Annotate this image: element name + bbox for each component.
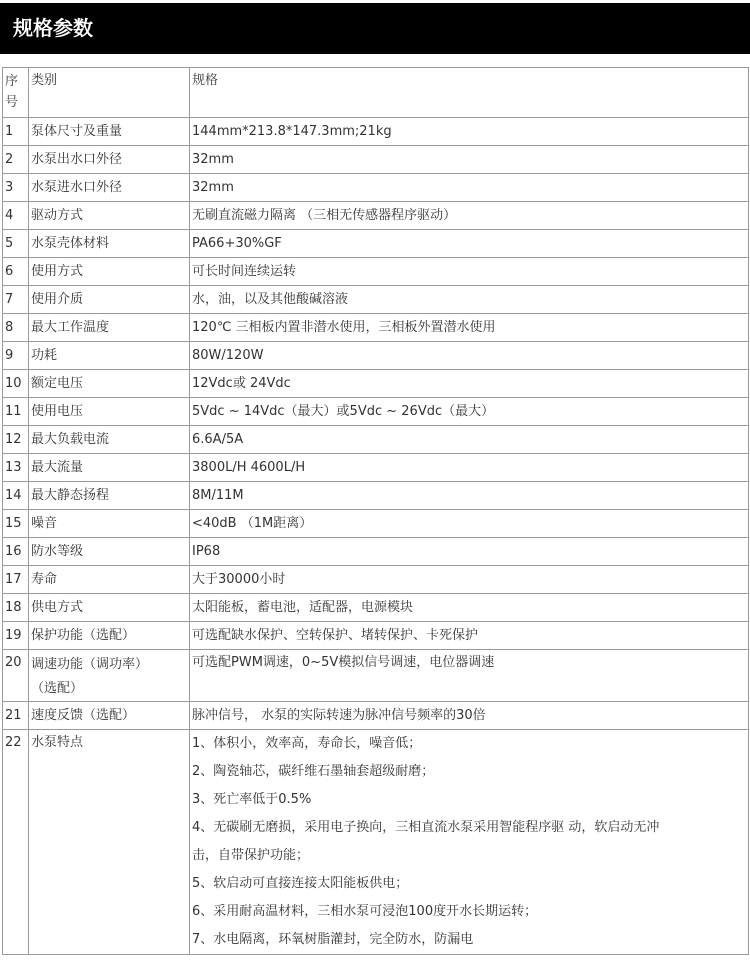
table-row [3, 146, 749, 174]
feature-line: 6、采用耐高温材料，三相水泵可浸泡100度开水长期运转； [192, 904, 538, 919]
header-category: 类别 [29, 68, 190, 118]
row-spec: 太阳能板，蓄电池，适配器，电源模块 [190, 594, 749, 622]
table-row [3, 730, 749, 955]
row-category: 噪音 [29, 510, 190, 538]
feature-line: 5、软启动可直接连接太阳能板供电； [192, 876, 409, 891]
row-category: 功耗 [29, 342, 190, 370]
row-category: 使用电压 [29, 398, 190, 426]
row-index: 16 [3, 538, 29, 566]
row-index: 13 [3, 454, 29, 482]
row-index: 9 [3, 342, 29, 370]
spec-table [2, 67, 749, 955]
row-category [29, 650, 190, 702]
row-index: 1 [3, 118, 29, 146]
row-category: 供电方式 [29, 594, 190, 622]
row-index: 19 [3, 622, 29, 650]
feature-line: 击，自带保护功能； [192, 848, 310, 863]
row-index: 8 [3, 314, 29, 342]
row-index: 12 [3, 426, 29, 454]
table-row [3, 314, 749, 342]
row-index: 15 [3, 510, 29, 538]
row-spec: IP68 [190, 538, 749, 566]
row-index: 10 [3, 370, 29, 398]
row-spec: 可选配PWM调速，0~5V模拟信号调速，电位器调速 [190, 650, 749, 702]
table-row [3, 510, 749, 538]
table-row [3, 538, 749, 566]
row-category: 最大静态扬程 [29, 482, 190, 510]
header-index-text: 序号 [5, 74, 19, 110]
table-row [3, 342, 749, 370]
row-index: 18 [3, 594, 29, 622]
row-category: 水泵特点 [29, 730, 190, 955]
feature-line: 1、体积小，效率高，寿命长，噪音低； [192, 736, 422, 751]
row-spec: 3800L/H 4600L/H [190, 454, 749, 482]
row-spec: 120℃ 三相板内置非潜水使用，三相板外置潜水使用 [190, 314, 749, 342]
row-category: 泵体尺寸及重量 [29, 118, 190, 146]
row-category: 防水等级 [29, 538, 190, 566]
feature-line: 7、水电隔离，环氧树脂灌封，完全防水，防漏电 [192, 932, 474, 947]
row-category: 水泵出水口外径 [29, 146, 190, 174]
header-index [3, 68, 29, 118]
table-row [3, 702, 749, 730]
row-category: 驱动方式 [29, 202, 190, 230]
row-category: 水泵进水口外径 [29, 174, 190, 202]
row-category: 使用介质 [29, 286, 190, 314]
table-row [3, 258, 749, 286]
row-category: 寿命 [29, 566, 190, 594]
row-spec: 可长时间连续运转 [190, 258, 749, 286]
table-row [3, 230, 749, 258]
row-index: 6 [3, 258, 29, 286]
row-category-line: （选配） [31, 681, 84, 696]
table-header-row [3, 68, 749, 118]
row-spec: <40dB （1M距离） [190, 510, 749, 538]
row-spec: 32mm [190, 146, 749, 174]
table-row [3, 594, 749, 622]
table-row [3, 650, 749, 702]
row-category: 速度反馈（选配） [29, 702, 190, 730]
feature-line: 2、陶瓷轴芯，碳纤维石墨轴套超级耐磨； [192, 764, 435, 779]
row-spec: 12Vdc或 24Vdc [190, 370, 749, 398]
row-category: 使用方式 [29, 258, 190, 286]
row-spec: 32mm [190, 174, 749, 202]
table-row [3, 454, 749, 482]
row-spec: 水，油，以及其他酸碱溶液 [190, 286, 749, 314]
table-row [3, 482, 749, 510]
row-index: 22 [3, 730, 29, 955]
row-category: 水泵壳体材料 [29, 230, 190, 258]
row-spec [190, 730, 749, 955]
row-spec: 5Vdc ~ 14Vdc（最大）或5Vdc ~ 26Vdc（最大） [190, 398, 749, 426]
header-spec: 规格 [190, 68, 749, 118]
table-row [3, 426, 749, 454]
row-spec: 80W/120W [190, 342, 749, 370]
row-spec: 144mm*213.8*147.3mm;21kg [190, 118, 749, 146]
row-spec: 可选配缺水保护、空转保护、堵转保护、卡死保护 [190, 622, 749, 650]
feature-line: 3、死亡率低于0.5% [192, 792, 312, 807]
table-row [3, 202, 749, 230]
row-category-line: 调速功能（调功率） [31, 657, 149, 672]
table-row [3, 622, 749, 650]
row-spec: 8M/11M [190, 482, 749, 510]
row-index: 2 [3, 146, 29, 174]
row-category: 额定电压 [29, 370, 190, 398]
row-category: 保护功能（选配） [29, 622, 190, 650]
table-row [3, 566, 749, 594]
row-index: 17 [3, 566, 29, 594]
row-spec: 6.6A/5A [190, 426, 749, 454]
feature-line: 4、无碳刷无磨损，采用电子换向，三相直流水泵采用智能程序驱 动，软启动无冲 [192, 820, 660, 835]
row-index: 21 [3, 702, 29, 730]
row-spec: PA66+30%GF [190, 230, 749, 258]
table-row [3, 118, 749, 146]
row-category: 最大工作温度 [29, 314, 190, 342]
row-category: 最大负载电流 [29, 426, 190, 454]
table-row [3, 174, 749, 202]
row-spec: 大于30000小时 [190, 566, 749, 594]
table-row [3, 286, 749, 314]
row-index: 5 [3, 230, 29, 258]
row-spec: 无刷直流磁力隔离 （三相无传感器程序驱动） [190, 202, 749, 230]
row-index: 3 [3, 174, 29, 202]
row-index: 4 [3, 202, 29, 230]
row-index: 11 [3, 398, 29, 426]
table-row [3, 398, 749, 426]
row-index: 14 [3, 482, 29, 510]
row-index: 20 [3, 650, 29, 702]
table-row [3, 370, 749, 398]
page-title: 规格参数 [13, 16, 93, 40]
row-category: 最大流量 [29, 454, 190, 482]
page-title-bar [0, 3, 750, 54]
row-spec: 脉冲信号， 水泵的实际转速为脉冲信号频率的30倍 [190, 702, 749, 730]
row-index: 7 [3, 286, 29, 314]
